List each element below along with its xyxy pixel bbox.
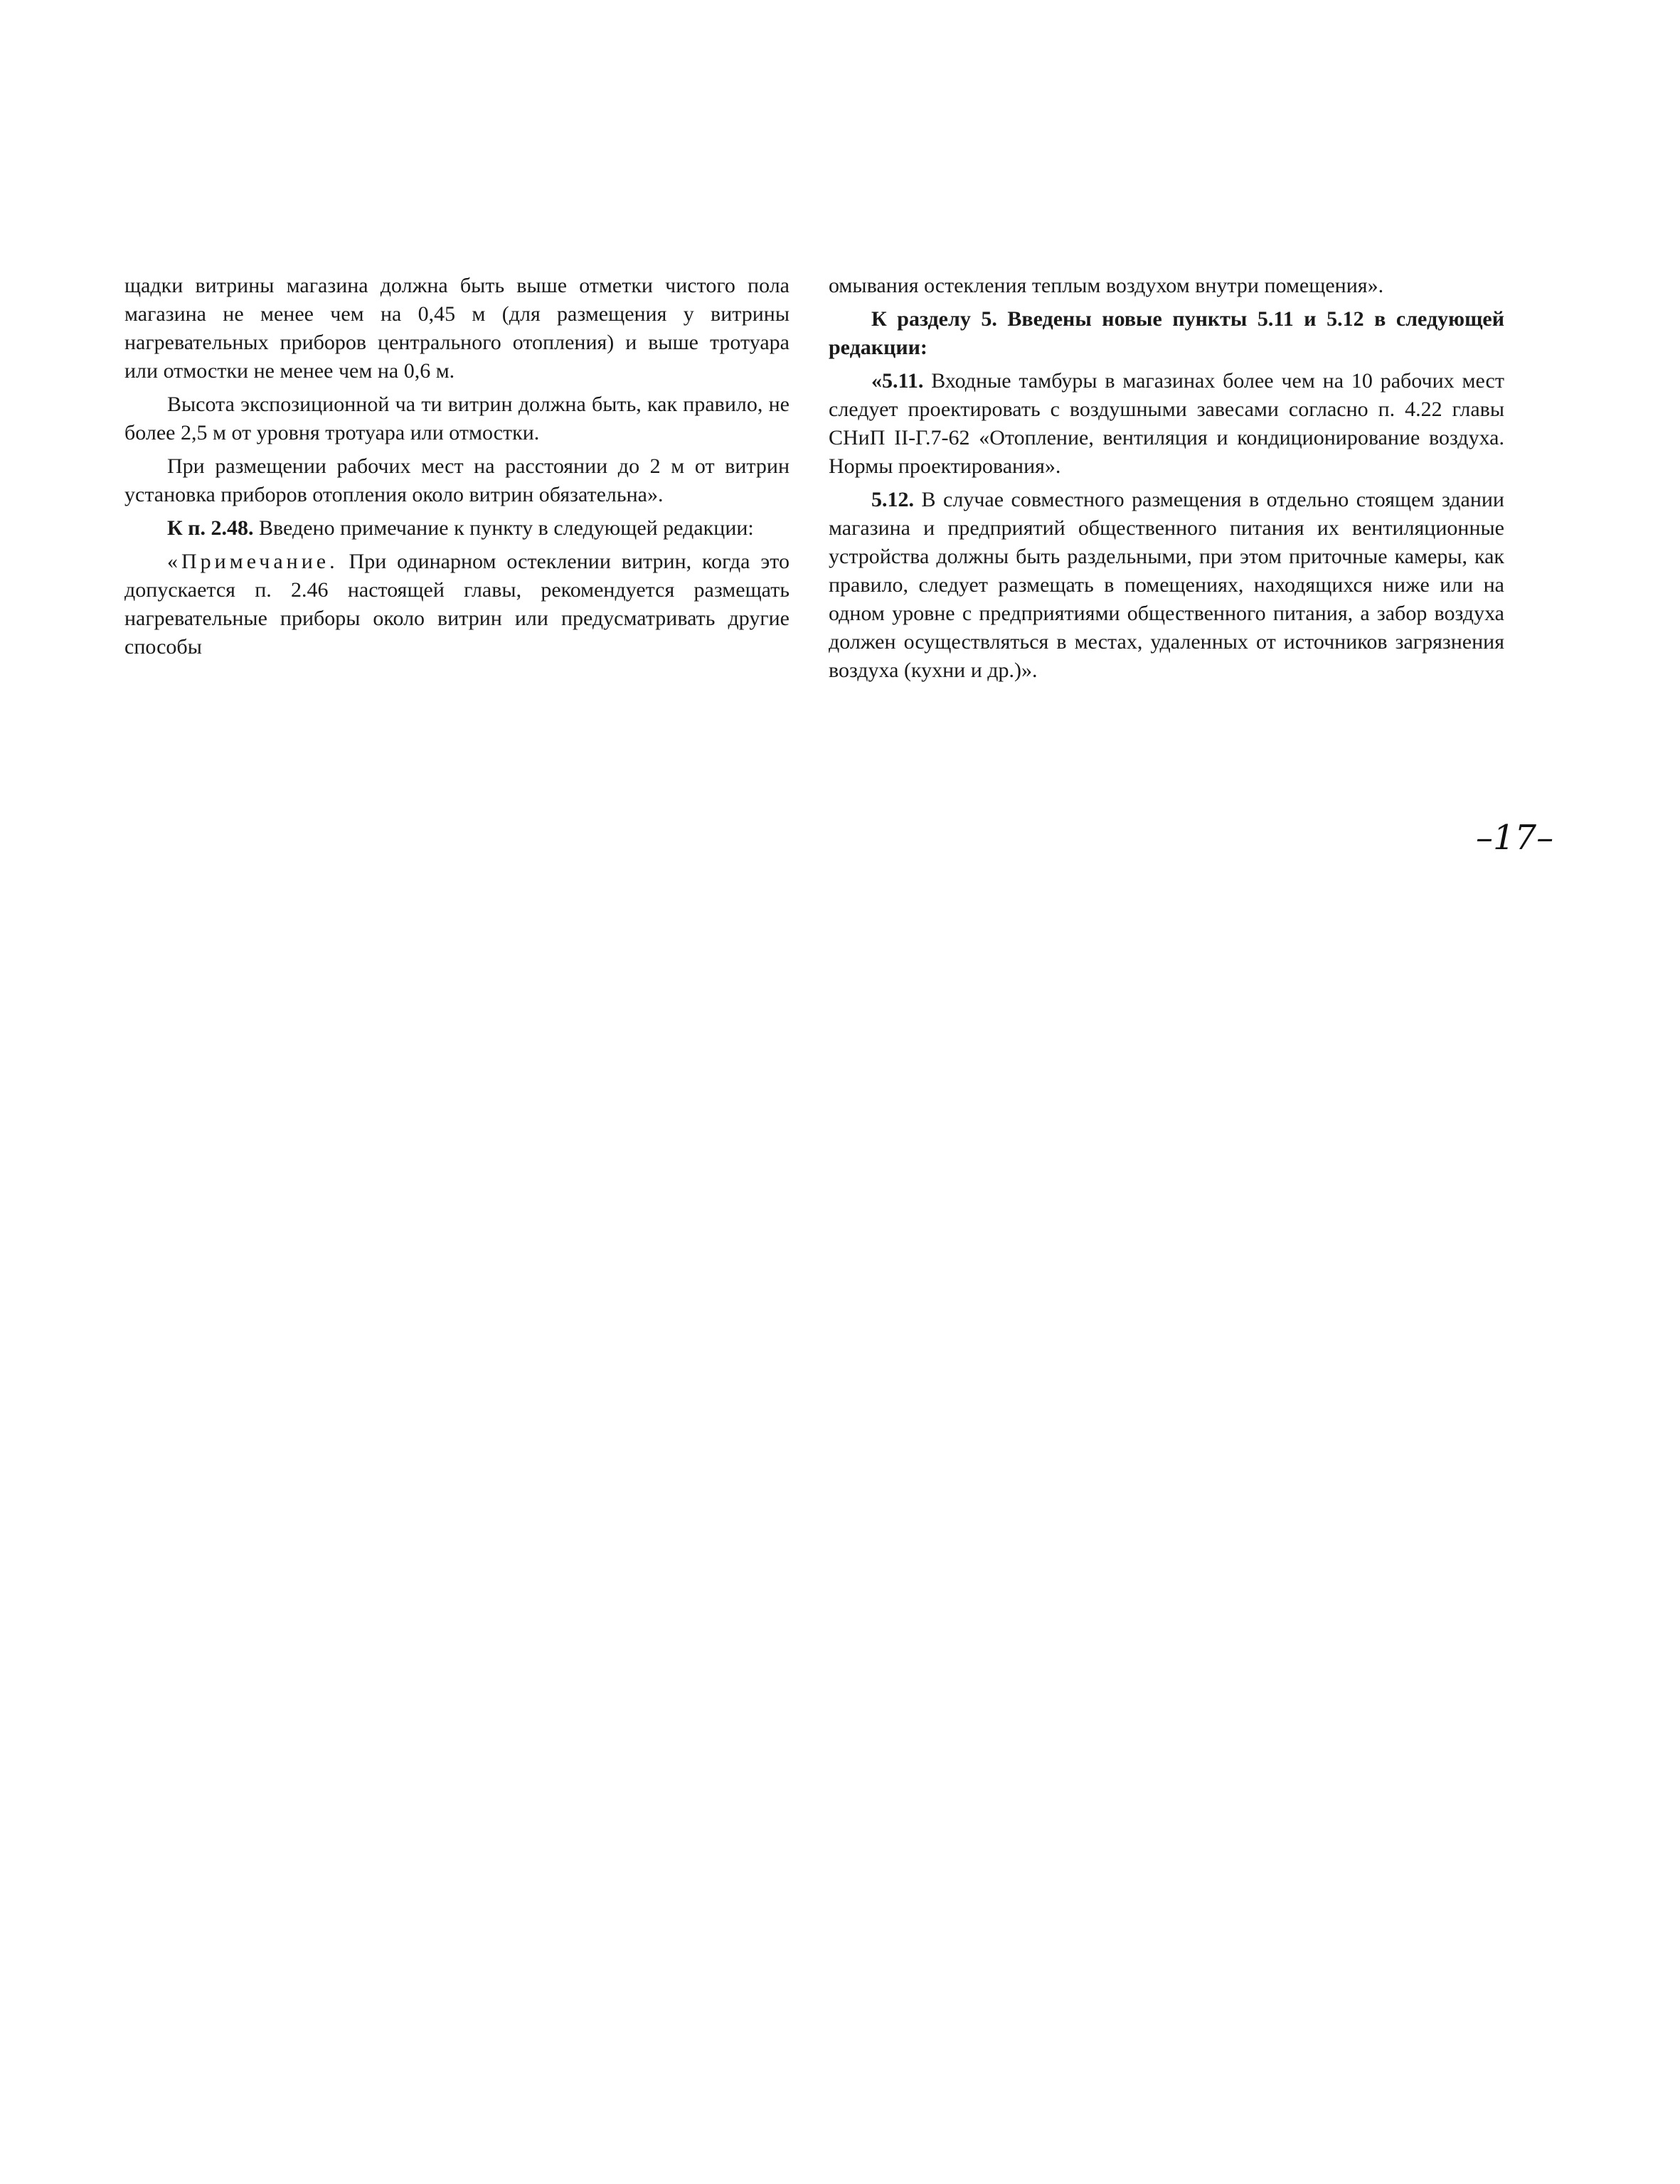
right-text-column bbox=[829, 272, 1504, 690]
handwritten-page-number: –17– bbox=[1476, 818, 1554, 858]
note-label: «Примечание. bbox=[167, 550, 339, 573]
paragraph-clause-5-12 bbox=[829, 486, 1504, 685]
paragraph-showcase-height: щадки витрины магазина должна быть выше отметки чистого пола магазина не менее чем на 0,45 м (для размещения у витрины нагревательных приборов центрального отопления) и выше тротуара или отмостки не менее чем на 0,6 м. bbox=[124, 274, 790, 383]
paragraph-section-5 bbox=[829, 305, 1504, 362]
paragraph-note bbox=[124, 548, 790, 661]
paragraph-clause-5-11 bbox=[829, 367, 1504, 481]
clause-5-11-number: «5.11. bbox=[871, 369, 924, 393]
paragraph-workplace-heating: При размещении рабочих мест на расстоянии до 2 м от витрин установка приборов отопления около витрин обязательна». bbox=[124, 454, 790, 506]
left-text-column bbox=[124, 272, 790, 666]
note-text: При одинарном остеклении витрин, когда это допускается п. 2.46 настоящей главы, рекомендуется размещать нагревательные приборы около витрин или предусматривать другие способы bbox=[124, 550, 790, 659]
paragraph-continuation: омывания остекления теплым воздухом внутри помещения». bbox=[829, 274, 1384, 297]
clause-text: Введено примечание к пункту в следующей редакции: bbox=[253, 516, 754, 540]
paragraph-clause-2-48 bbox=[124, 514, 790, 543]
section-reference: К разделу 5. bbox=[871, 307, 997, 331]
section-text: Введены новые пункты 5.11 и 5.12 в следующей редакции: bbox=[829, 307, 1504, 359]
clause-5-12-text: В случае совместного размещения в отдельно стоящем здании магазина и предприятий общественного питания их вентиляционные устройства должны быть раздельными, при этом приточные камеры, как правило, следует размещать в помещениях, находящихся ниже или на одном уровне с предприятиями общественного питания, а забор воздуха должен осуществляться в местах, удаленных от источников загрязнения воздуха (кухни и др.)». bbox=[829, 488, 1504, 682]
clause-5-11-text: Входные тамбуры в магазинах более чем на 10 рабочих мест следует проектировать с воздушными завесами согласно п. 4.22 главы СНиП II-Г.7-62 «Отопление, вентиляция и кондиционирование воздуха. Нормы проектирования». bbox=[829, 369, 1504, 478]
clause-5-12-number: 5.12. bbox=[871, 488, 914, 511]
paragraph-exposition-height: Высота экспозиционной ча ти витрин должна быть, как правило, не более 2,5 м от уровня тротуара или отмостки. bbox=[124, 393, 790, 444]
clause-reference: К п. 2.48. bbox=[167, 516, 254, 540]
